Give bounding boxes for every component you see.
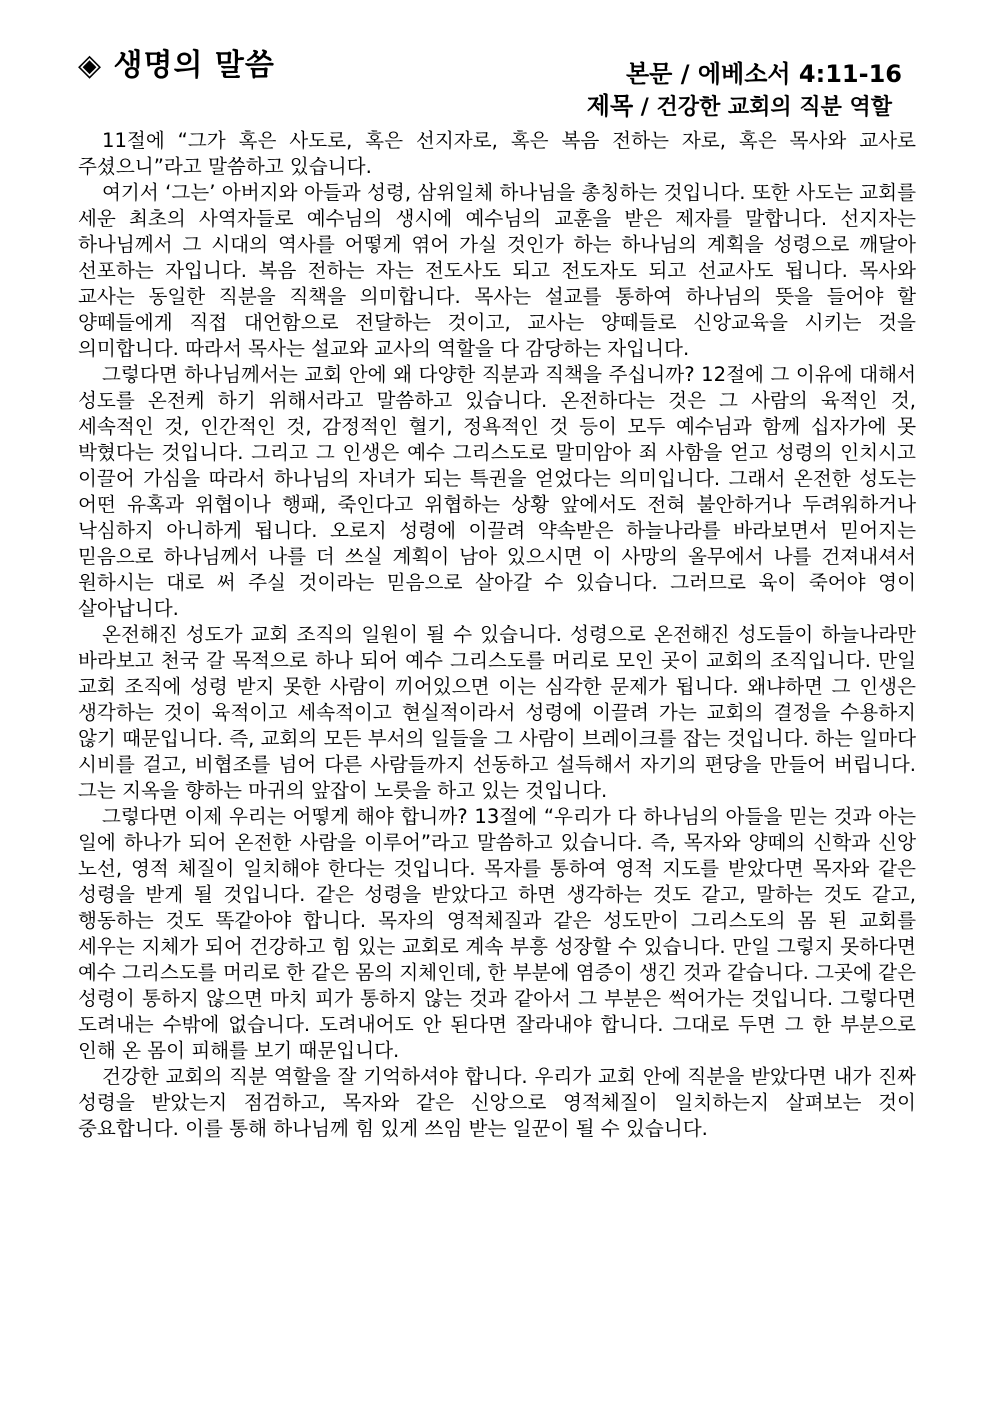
- sermon-title: [587, 86, 892, 121]
- sermon-title-text: / 건강한 교회의 직분 역할: [633, 95, 892, 120]
- paragraph-6: 건강한 교회의 직분 역할을 잘 기억하셔야 합니다. 우리가 교회 안에 직분을 받았다면 내가 진짜 성령을 받았는지 점검하고, 목자와 같은 신앙으로 영적체질이 일치하는지 살펴보는 것이 중요합니다. 이를 통해 하나님께 힘 있게 쓰임 받는 일꾼이 될 수 있습니다.: [78, 1065, 916, 1140]
- paragraph-4: 온전해진 성도가 교회 조직의 일원이 될 수 있습니다. 성령으로 온전해진 성도들이 하늘나라만 바라보고 천국 갈 목적으로 하나 되어 예수 그리스도를 머리로 모인 곳이 교회의 조직입니다. 만일 교회 조직에 성령 받지 못한 사람이 끼어있으면 이는 심각한 문제가 됩니다. 왜냐하면 그 인생은 생각하는 것이 육적이고 세속적이고 현실적이라서 성령에 이끌려 가는 교회의 결정을 수용하지 않기 때문입니다. 즉, 교회의 모든 부서의 일들을 그 사람이 브레이크를 잡는 것입니다. 하는 일마다 시비를 걸고, 비협조를 넘어 다른 사람들까지 선동하고 설득해서 자기의 편당을 만들어 버립니다. 그는 지옥을 향하는 마귀의 앞잡이 노릇을 하고 있는 것입니다.: [78, 623, 916, 802]
- section-title: ◈ 생명의 말씀: [78, 48, 275, 83]
- sermon-title-label: 제목: [586, 92, 634, 120]
- sermon-body: [78, 128, 916, 1142]
- paragraph-1: 11절에 “그가 혹은 사도로, 혹은 선지자로, 혹은 복음 전하는 자로, 혹은 목사와 교사로 주셨으니”라고 말씀하고 있습니다.: [78, 129, 916, 178]
- paragraph-3: 그렇다면 하나님께서는 교회 안에 왜 다양한 직분과 직책을 주십니까? 12절에 그 이유에 대해서 성도를 온전케 하기 위해서라고 말씀하고 있습니다. 온전하다는 것은 그 사람의 육적인 것, 세속적인 것, 인간적인 것, 감정적인 혈기, 정욕적인 것 등이 모두 예수님과 함께 십자가에 못 박혔다는 것입니다. 그리고 그 인생은 예수 그리스도로 말미암아 죄 사함을 얻고 성령의 인치시고 이끌어 가심을 따라서 하나님의 자녀가 되는 특권을 얻었다는 의미입니다. 그래서 온전한 성도는 어떤 유혹과 위협이나 행패, 죽인다고 위협하는 상황 앞에서도 전혀 불안하거나 두려워하거나 낙심하지 아니하게 됩니다. 오로지 성령에 이끌려 약속받은 하늘나라를 바라보면서 믿어지는 믿음으로 하나님께서 나를 더 쓰실 계획이 남아 있으시면 이 사망의 올무에서 나를 건져내셔서 원하시는 대로 써 주실 것이라는 믿음으로 살아갈 수 있습니다. 그러므로 육이 죽어야 영이 살아납니다.: [78, 363, 916, 620]
- paragraph-2: 여기서 ‘그는’ 아버지와 아들과 성령, 삼위일체 하나님을 총칭하는 것입니다. 또한 사도는 교회를 세운 최초의 사역자들로 예수님의 생시에 예수님의 교훈을 받은 제자를 말합니다. 선지자는 하나님께서 그 시대의 역사를 어떻게 엮어 가실 것인가 하는 하나님의 계획을 성령으로 깨달아 선포하는 자입니다. 복음 전하는 자는 전도사도 되고 전도자도 되고 선교사도 됩니다. 목사와 교사는 동일한 직분을 직책을 의미합니다. 목사는 설교를 통하여 하나님의 뜻을 들어야 할 양떼들에게 직접 대언함으로 전달하는 것이고, 교사는 양떼들로 신앙교육을 시키는 것을 의미합니다. 따라서 목사는 설교와 교사의 역할을 다 감당하는 자입니다.: [78, 181, 916, 360]
- paragraph-5: 그렇다면 이제 우리는 어떻게 해야 합니까? 13절에 “우리가 다 하나님의 아들을 믿는 것과 아는 일에 하나가 되어 온전한 사람을 이루어”라고 말씀하고 있습니다. 즉, 목자와 양떼의 신학과 신앙 노선, 영적 체질이 일치해야 한다는 것입니다. 목자를 통하여 영적 지도를 받았다면 목자와 같은 성령을 받게 될 것입니다. 같은 성령을 받았다고 하면 생각하는 것도 같고, 말하는 것도 같고, 행동하는 것도 똑같아야 합니다. 목자의 영적체질과 같은 성도만이 그리스도의 몸 된 교회를 세우는 지체가 되어 건강하고 힘 있는 교회로 계속 부흥 성장할 수 있습니다. 만일 그렇지 못하다면 예수 그리스도를 머리로 한 같은 몸의 지체인데, 한 부분에 염증이 생긴 것과 같습니다. 그곳에 같은 성령이 통하지 않으면 마치 피가 통하지 않는 것과 같아서 그 부분은 썩어가는 것입니다. 그렇다면 도려내는 수밖에 없습니다. 도려내어도 안 된다면 잘라내야 합니다. 그대로 두면 그 한 부분으로 인해 온 몸이 피해를 보기 때문입니다.: [78, 805, 916, 1062]
- scripture-passage: 본문 / 에베소서 4:11-16: [626, 60, 902, 88]
